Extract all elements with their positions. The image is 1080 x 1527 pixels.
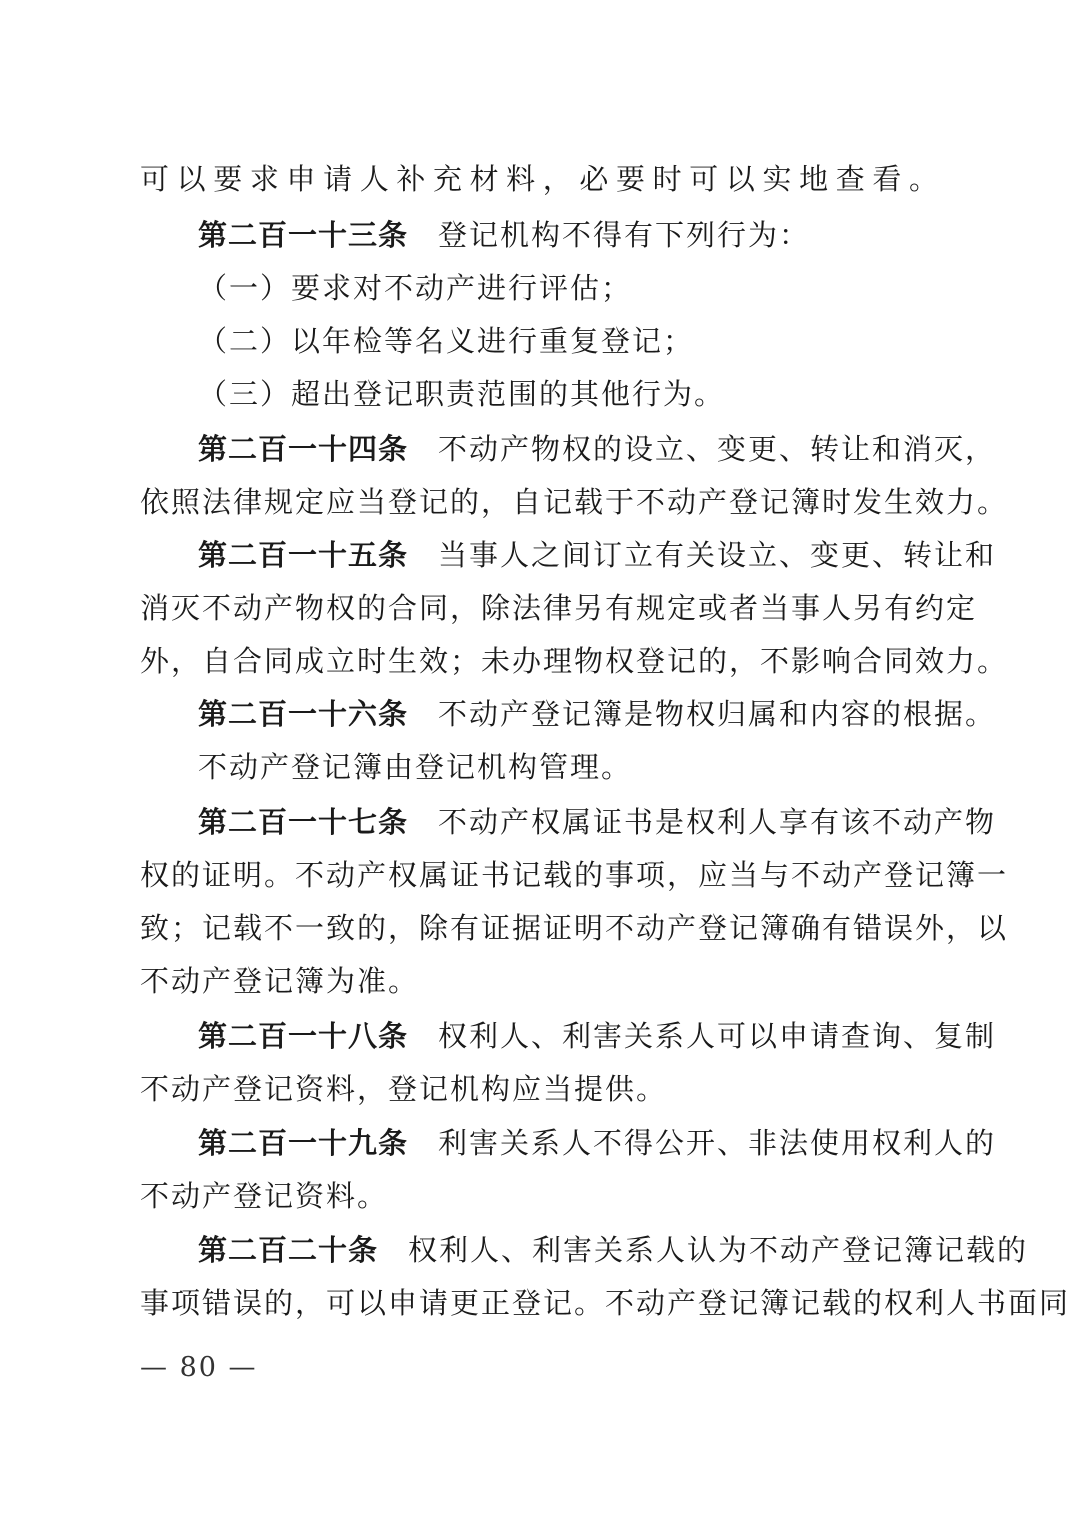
article-text: 权利人、利害关系人认为不动产登记簿记载的	[408, 1233, 1029, 1267]
article-number: 第二百一十八条	[198, 1019, 409, 1053]
page-number: — 80 —	[140, 1352, 258, 1383]
text-line: 事项错误的，可以申请更正登记。不动产登记簿记载的权利人书面同	[140, 1286, 1071, 1320]
article-number: 第二百一十六条	[198, 697, 409, 731]
text-line: 不动产登记簿由登记机构管理。	[198, 750, 633, 784]
text-line: 依照法律规定应当登记的，自记载于不动产登记簿时发生效力。	[140, 485, 1009, 519]
article-217	[198, 797, 997, 847]
article-text: 登记机构不得有下列行为：	[438, 218, 811, 252]
article-number: 第二百一十九条	[198, 1126, 409, 1160]
article-number: 第二百一十五条	[198, 538, 409, 572]
article-number: 第二百一十四条	[198, 432, 409, 466]
article-text: 不动产登记簿是物权归属和内容的根据。	[438, 697, 997, 731]
article-text: 不动产物权的设立、变更、转让和消灭，	[438, 432, 997, 466]
article-214	[198, 424, 997, 474]
article-215	[198, 530, 997, 580]
article-220	[198, 1225, 1029, 1275]
article-218	[198, 1011, 997, 1061]
article-213	[198, 210, 940, 260]
text-line: 外，自合同成立时生效；未办理物权登记的，不影响合同效力。	[140, 644, 1009, 678]
article-number: 第二百二十条	[198, 1233, 379, 1267]
article-219	[198, 1118, 997, 1168]
article-number: 第二百一十三条	[198, 218, 409, 252]
article-216	[198, 689, 997, 739]
text-line: 权的证明。不动产权属证书记载的事项，应当与不动产登记簿一	[140, 858, 1009, 892]
text-line: 消灭不动产物权的合同，除法律另有规定或者当事人另有约定	[140, 591, 978, 625]
list-item: （一）要求对不动产进行评估；	[198, 271, 633, 305]
list-item: （二）以年检等名义进行重复登记；	[198, 324, 695, 358]
text-line: 可以要求申请人补充材料，必要时可以实地查看。	[140, 162, 940, 196]
article-text: 不动产权属证书是权利人享有该不动产物	[438, 805, 997, 839]
article-number: 第二百一十七条	[198, 805, 409, 839]
text-line: 不动产登记资料。	[140, 1179, 389, 1213]
text-line: 不动产登记资料，登记机构应当提供。	[140, 1072, 668, 1106]
list-item: （三）超出登记职责范围的其他行为。	[198, 377, 726, 411]
text-line: 不动产登记簿为准。	[140, 964, 420, 998]
article-text: 当事人之间订立有关设立、变更、转让和	[438, 538, 997, 572]
article-text: 权利人、利害关系人可以申请查询、复制	[438, 1019, 997, 1053]
article-text: 利害关系人不得公开、非法使用权利人的	[438, 1126, 997, 1160]
text-line: 致；记载不一致的，除有证据证明不动产登记簿确有错误外，以	[140, 911, 1009, 945]
